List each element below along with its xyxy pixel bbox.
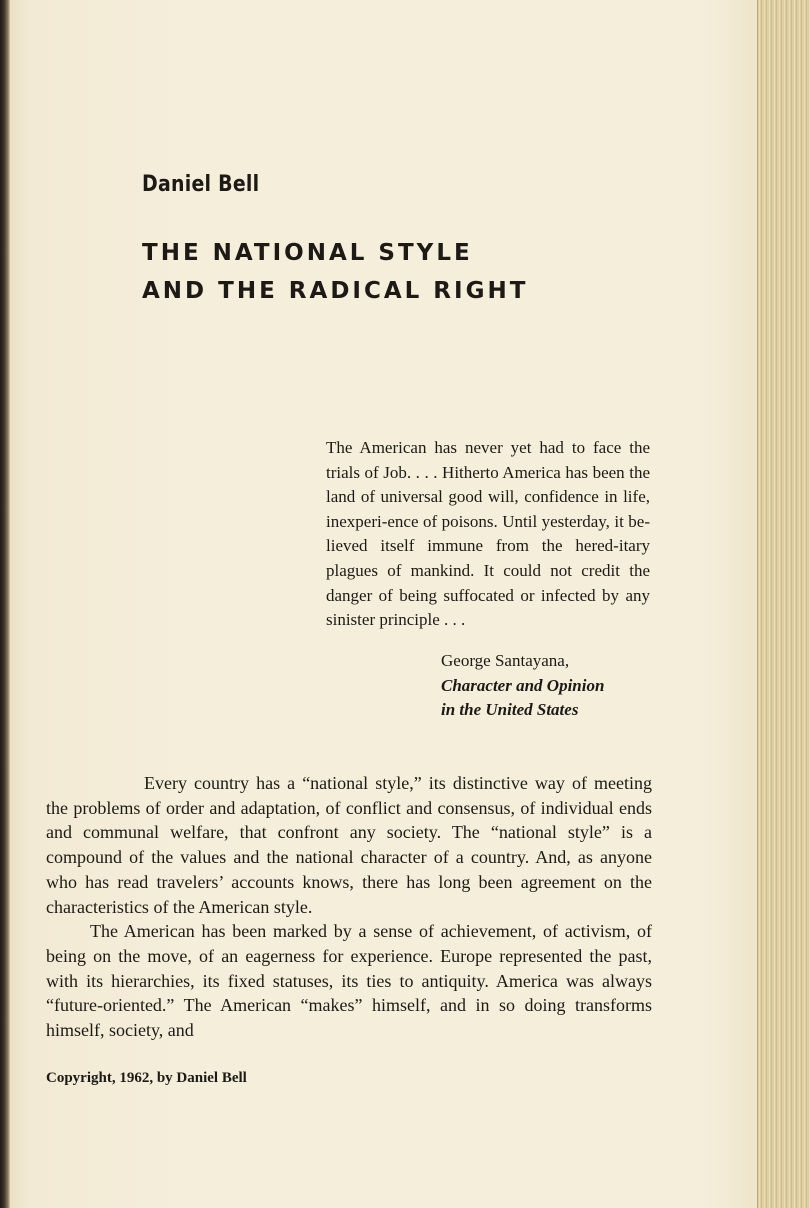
epigraph-quote: The American has never yet had to face the trials of Job. . . . Hitherto America has been the land of universal good will, confidence in life, inexperi-ence of poisons. Until yesterday, it be-lieved itself immune from the hered-itary plagues of mankind. It could not credit the danger of being suffocated or infected by any sinister principle . . .	[326, 438, 650, 630]
title-line-1: THE NATIONAL STYLE	[142, 240, 473, 266]
page-edges	[757, 0, 810, 1208]
epigraph-attribution	[441, 649, 604, 723]
attribution-work-line-1: Character and Opinion	[441, 675, 605, 695]
title-line-2: AND THE RADICAL RIGHT	[142, 278, 529, 304]
copyright-footnote: Copyright, 1962, by Daniel Bell	[46, 1070, 247, 1086]
book-spine-shadow	[0, 0, 10, 1208]
author-name: Daniel Bell	[142, 172, 260, 197]
chapter-title	[142, 234, 528, 310]
body-text	[46, 771, 652, 1043]
body-paragraph-1: Every country has a “national style,” its distinctive way of meeting the problems of order and adaptation, of conflict and consensus, of individual ends and communal welfare, that confront any society. The “national style” is a compound of the values and the national character of a country. And, as anyone who has read travelers’ accounts knows, there has long been agreement on the characteristics of the American style.	[46, 773, 652, 917]
attribution-work-line-2: in the United States	[441, 700, 579, 720]
body-paragraph-2: The American has been marked by a sense of achievement, of activism, of being on the move, of an eagerness for experience. Europe represented the past, with its hierarchies, its fixed statuses, its ties to antiquity. America was always “future-oriented.” The American “makes” himself, and in so doing transforms himself, society, and	[46, 921, 652, 1041]
attribution-name: George Santayana,	[441, 651, 570, 670]
